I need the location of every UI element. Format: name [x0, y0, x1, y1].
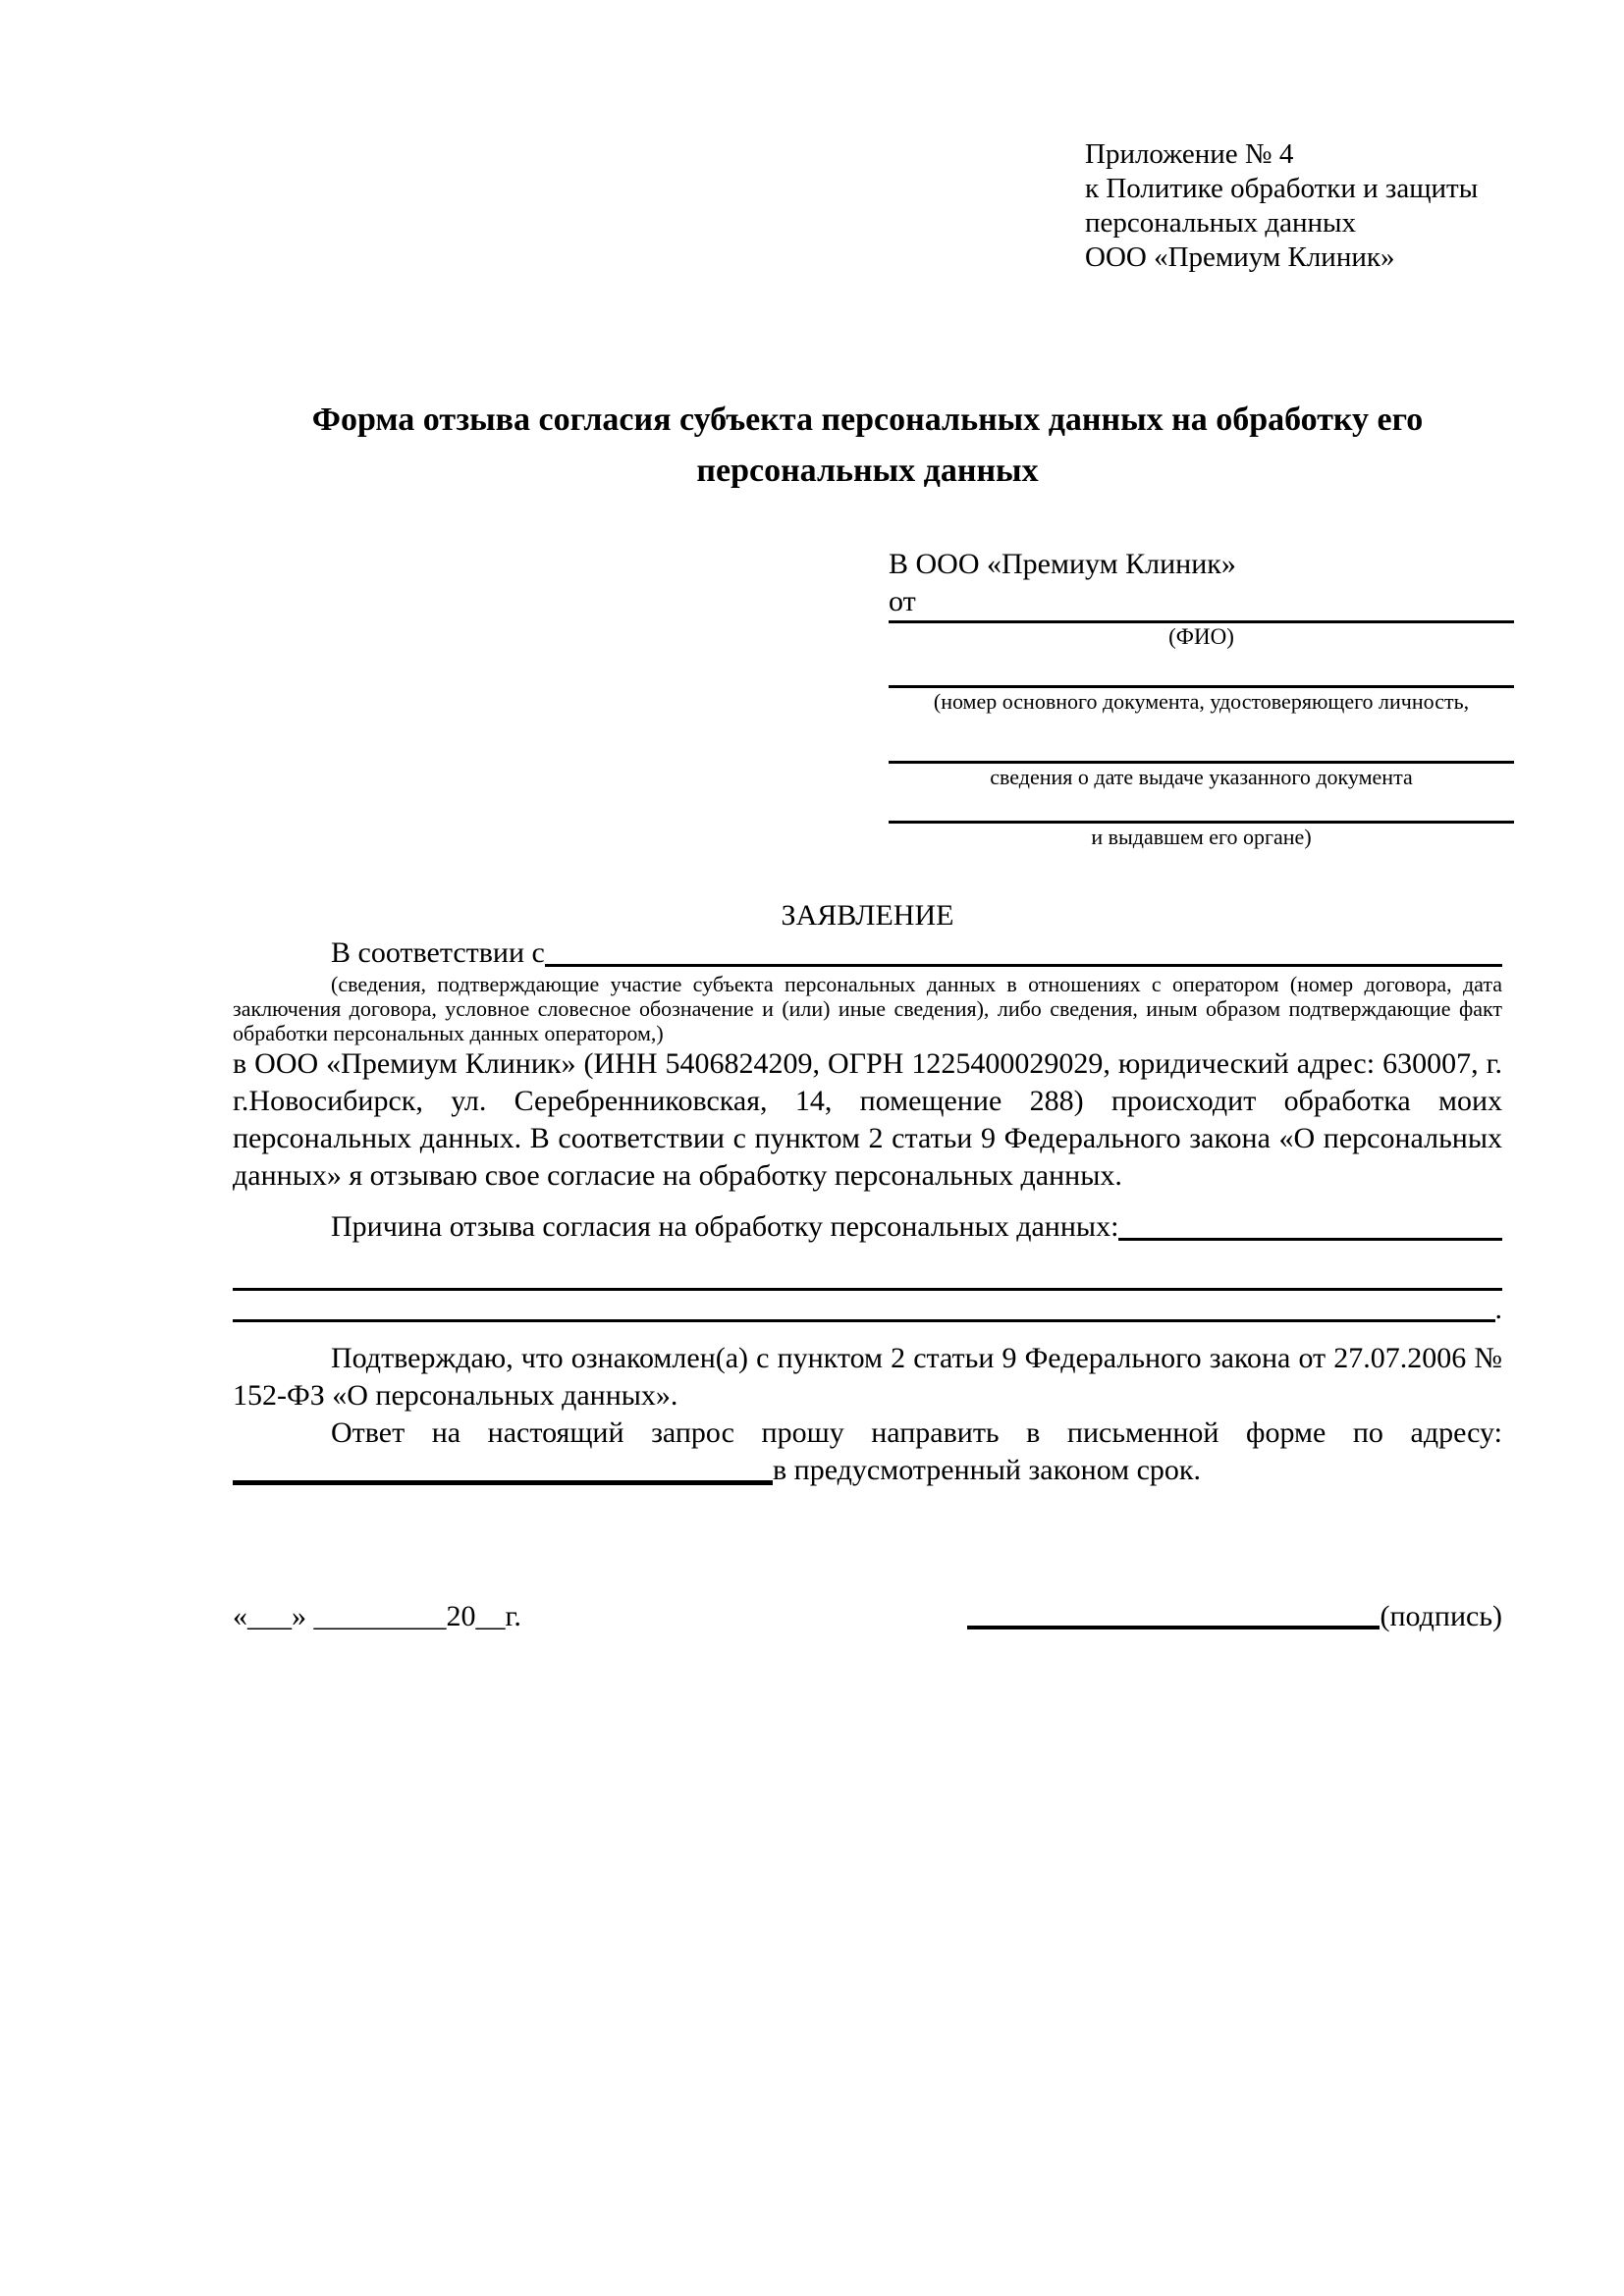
addressee-block — [889, 546, 1514, 851]
appendix-line: Приложение № 4 — [1085, 138, 1294, 170]
blank-line — [545, 964, 1502, 967]
blank-line-row — [233, 1291, 1502, 1328]
document-title: Форма отзыва согласия субъекта персональных данных на обработку его персональных данных — [311, 401, 1424, 489]
reply-paragraph: Ответ на настоящий запрос прошу направить в письменной форме по адресу: — [331, 1416, 1502, 1449]
signature-blank-line — [967, 1626, 1380, 1629]
footnote-text: (сведения, подтверждающие участие субъекта персональных данных в отношениях с оператором (номер договора, дата заключения договора, условное словесное обозначение и (или) иные сведения), либо сведения, иным образом подтверждающие факт обработки персональных данных оператором,) — [233, 972, 1502, 1045]
body-paragraph: в ООО «Премиум Клиник» (ИНН 5406824209, ОГРН 1225400029029, юридический адрес: 630007, г. г.Новосибирск, ул. Серебренниковская, 14, помещение 288) происходит обработка моих персональных данных. В соответствии с пунктом 2 статьи 9 Федерального закона «О персональных данных» я отзываю свое согласие на обработку персональных данных. — [233, 1047, 1502, 1192]
field-caption: сведения о дате выдаче указанного документа — [990, 765, 1413, 789]
field-caption: (номер основного документа, удостоверяющего личность, — [933, 689, 1470, 714]
reason-lead: Причина отзыва согласия на обработку персональных данных: — [331, 1210, 1119, 1243]
address-blank-line — [233, 1480, 773, 1485]
reason-row — [233, 1208, 1502, 1246]
signature-area — [967, 1598, 1502, 1635]
field-caption: и выдавшем его органе) — [1091, 825, 1312, 849]
date-blank: «___» _________20__г. — [233, 1600, 521, 1632]
reply-tail: в предусмотренный законом срок. — [773, 1454, 1201, 1486]
statement-heading: ЗАЯВЛЕНИЕ — [781, 899, 954, 932]
blank-line — [233, 1319, 1495, 1322]
reason-terminator: . — [1494, 1293, 1502, 1325]
accordance-row — [233, 934, 1502, 972]
field-issuing-authority — [889, 821, 1514, 851]
blank-line — [1118, 1238, 1502, 1241]
appendix-line: персональных данных — [1085, 207, 1357, 239]
confirm-paragraph: Подтверждаю, что ознакомлен(а) с пунктом 2 статьи 9 Федерального закона от 27.07.2006 № 152-ФЗ «О персональных данных». — [233, 1342, 1502, 1412]
addressee-to: В ООО «Премиум Клиник» — [889, 548, 1236, 580]
signature-caption: (подпись) — [1380, 1600, 1502, 1632]
appendix-block — [1085, 137, 1478, 275]
field-fio — [889, 620, 1514, 651]
statement-body — [233, 897, 1502, 1489]
field-document-number — [889, 685, 1514, 716]
appendix-line: к Политике обработки и защиты — [1085, 173, 1479, 204]
signature-row — [233, 1598, 1502, 1635]
reply-tail-row — [233, 1452, 1502, 1489]
addressee-from-label: от — [889, 585, 916, 617]
accordance-lead: В соответствии с — [331, 936, 545, 969]
appendix-line: ООО «Премиум Клиник» — [1085, 241, 1395, 273]
field-issue-date — [889, 761, 1514, 791]
field-caption: (ФИО) — [1168, 624, 1234, 649]
